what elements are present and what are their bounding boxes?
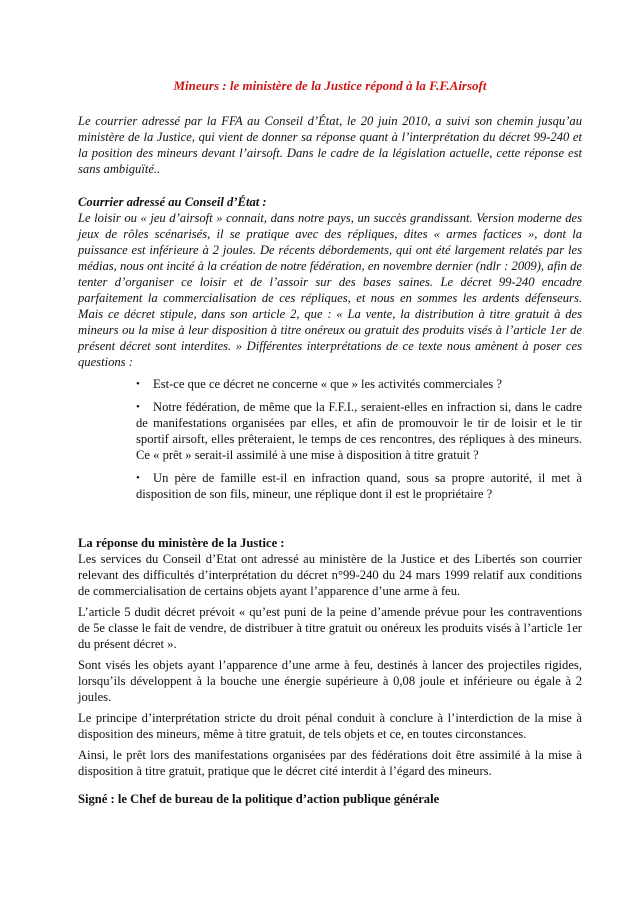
- question-text: Est-ce que ce décret ne concerne « que » les activités commerciales ?: [153, 377, 502, 391]
- letter-heading: Courrier adressé au Conseil d’État :: [78, 195, 267, 209]
- letter-section: [78, 194, 582, 502]
- response-paragraph: Les services du Conseil d’Etat ont adressé au ministère de la Justice et des Libertés son courrier relevant des difficultés d’interprétation du décret n°99-240 du 24 mars 1999 relatif aux conditions de commercialisation de certains objets ayant l’apparence d’une arme à feu.: [78, 552, 582, 598]
- bullet-icon: •: [136, 378, 140, 390]
- response-paragraph: L’article 5 dudit décret prévoit « qu’est puni de la peine d’amende prévue pour les contraventions de 5e classe le fait de vendre, de distribuer à titre gratuit ou onéreux les produits visés à l’article 1er du présent décret ».: [78, 605, 582, 651]
- intro-paragraph: Le courrier adressé par la FFA au Conseil d’État, le 20 juin 2010, a suivi son chemin jusqu’au ministère de la Justice, qui vient de donner sa réponse quant à l’interprétation du décret 99-240 et la position des mineurs devant l’airsoft. Dans le cadre de la législation actuelle, cette réponse est sans ambiguïté..: [78, 114, 582, 176]
- bullet-icon: •: [136, 472, 140, 484]
- list-item: [136, 470, 582, 502]
- bullet-icon: •: [136, 401, 140, 413]
- letter-body: Le loisir ou « jeu d’airsoft » connait, dans notre pays, un succès grandissant. Version moderne des jeux de rôles scénarisés, il se pratique avec des répliques, dites « armes factices », dont la puissance est inférieure à 2 joules. De récents débordements, qui ont été largement relatés par les médias, nous ont incité à la création de notre fédération, en novembre dernier (ndlr : 2009), afin de tenter d’organiser ce loisir et de l’assoir sur des bases saines. Le décret 99-240 encadre parfaitement la commercialisation de ces répliques, et nous en sommes les ardents défenseurs. Mais ce décret stipule, dans son article 2, que : « La vente, la distribution à titre gratuit à des mineurs ou la mise à leur disposition à titre onéreux ou gratuit des produits visés à l’article 1er de présent décret sont interdites. » Différentes interprétations de ce texte nous amènent à poser ces questions :: [78, 211, 582, 369]
- list-item: [136, 399, 582, 463]
- question-text: Un père de famille est-il en infraction quand, sous sa propre autorité, il met à disposition de son fils, mineur, une réplique dont il est le propriétaire ?: [136, 471, 582, 501]
- response-heading: La réponse du ministère de la Justice :: [78, 536, 285, 550]
- response-paragraph: Ainsi, le prêt lors des manifestations organisées par des fédérations doit être assimilé à la mise à disposition à titre gratuit, pratique que le décret cité interdit à l’égard des mineurs.: [78, 748, 582, 778]
- response-paragraph: Sont visés les objets ayant l’apparence d’une arme à feu, destinés à lancer des projectiles rigides, lorsqu’ils développent à la bouche une énergie supérieure à 0,08 joule et inférieure ou égale à 2 joules.: [78, 658, 582, 704]
- response-paragraph: Le principe d’interprétation stricte du droit pénal conduit à conclure à l’interdiction de la mise à disposition des mineurs, même à titre gratuit, de tels objets et ce, en toutes circonstances.: [78, 711, 582, 741]
- question-text: Notre fédération, de même que la F.F.I., seraient-elles en infraction si, dans le cadre de manifestations organisées par elles, et afin de promouvoir le tir de loisir et le tir sportif airsoft, elles prêteraient, le temps de ces rencontres, des répliques à des mineurs. Ce « prêt » serait-il assimilé à une mise à disposition à titre gratuit ?: [136, 400, 582, 462]
- list-item: [136, 376, 582, 392]
- response-section: [78, 535, 582, 807]
- signature: Signé : le Chef de bureau de la politique d’action publique générale: [78, 792, 440, 806]
- question-list: [78, 376, 582, 502]
- page-title: Mineurs : le ministère de la Justice répond à la F.F.Airsoft: [173, 78, 487, 93]
